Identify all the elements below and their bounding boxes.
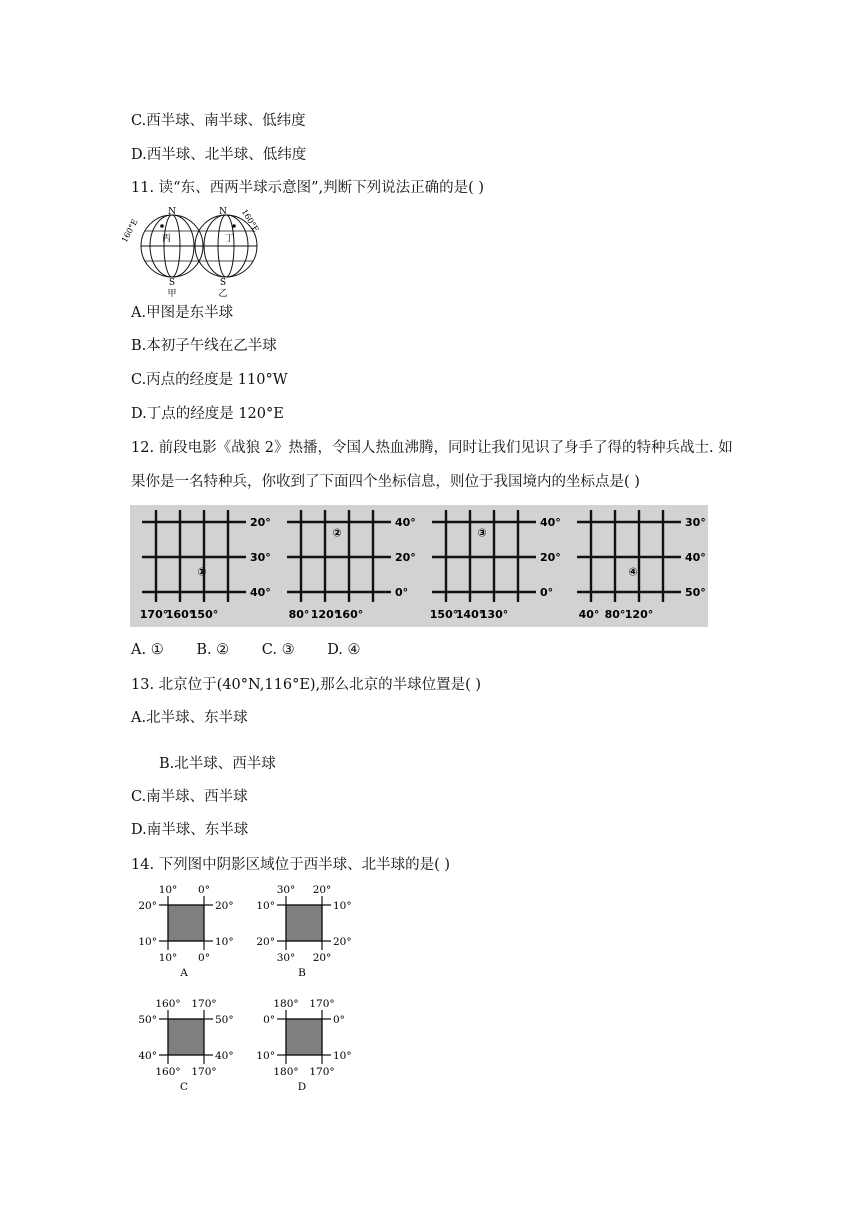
q12-stem-line1: 12. 前段电影《战狼 2》热播，令国人热血沸腾，同时让我们见识了身手了得的特种兵战士. 如 [131, 440, 733, 456]
square-figure-a [138, 884, 233, 979]
q11-option-c: C.丙点的经度是 110°W [131, 372, 288, 388]
panel-3-lat-label: 20° [540, 551, 561, 564]
left-top-label: 10° [256, 900, 275, 912]
panel-1-marker: ① [197, 565, 207, 579]
right-bottom-label: 40° [215, 1050, 234, 1062]
shaded-region [168, 1019, 204, 1055]
shaded-region [286, 905, 322, 941]
q13-stem: 13. 北京位于(40°N,116°E),那么北京的半球位置是( ) [131, 677, 482, 693]
q11-option-a: A.甲图是东半球 [131, 305, 234, 321]
panel-2-lat-label: 20° [395, 551, 416, 564]
panel-2-lat-label: 0° [395, 586, 409, 599]
square-caption: D [297, 1081, 307, 1093]
panel-4-lat-label: 40° [685, 551, 706, 564]
right-bottom-label: 10° [333, 1050, 352, 1062]
right-top-label: 50° [215, 1014, 234, 1026]
q12-options [131, 640, 389, 660]
q12-stem-line2: 果你是一名特种兵，你收到了下面四个坐标信息，则位于我国境内的坐标点是( ) [131, 474, 640, 490]
q11-stem: 11. 读“东、西两半球示意图”,判断下列说法正确的是( ) [131, 180, 485, 196]
left-top-label: 20° [138, 900, 157, 912]
panel-4-lat-label: 30° [685, 516, 706, 529]
panel-1-lat-label: 40° [250, 586, 271, 599]
panel-3-lat-label: 0° [540, 586, 554, 599]
left-bottom-label: 20° [256, 936, 275, 948]
panel-3-lon-label: 140° [455, 608, 485, 621]
bottom-right-label: 170° [191, 1066, 217, 1078]
panel-4-lat-label: 50° [685, 586, 706, 599]
right-top-label: 10° [333, 900, 352, 912]
square-caption: C [179, 1081, 189, 1093]
square-caption: B [298, 967, 306, 979]
bottom-left-label: 10° [158, 952, 178, 964]
panel-4-lon-label: 40° [578, 608, 600, 621]
shaded-squares-figure [126, 880, 366, 1108]
top-right-label: 20° [312, 884, 332, 896]
right-bottom-label: 20° [333, 936, 352, 948]
panel-1-lon-label: 170° [139, 608, 169, 621]
panel-1-lon-label: 160° [165, 608, 195, 621]
panel-2-lon-label: 80° [288, 608, 310, 621]
panel-2-lon-label: 160° [334, 608, 364, 621]
panel-3-lon-label: 150° [429, 608, 459, 621]
right-south-label: S [219, 278, 227, 288]
left-south-label: S [168, 278, 176, 288]
q12-option-a: A. ① [131, 642, 164, 658]
panel-3-marker: ③ [477, 526, 487, 540]
bottom-left-label: 180° [273, 1066, 299, 1078]
q13-option-a: A.北半球、东半球 [131, 710, 248, 726]
panel-1-lon-label: 150° [189, 608, 219, 621]
left-bottom-label: 10° [138, 936, 157, 948]
panel-2-marker: ② [332, 526, 342, 540]
panel-4-marker: ④ [628, 565, 638, 579]
left-bottom-label: 40° [138, 1050, 157, 1062]
bottom-left-label: 160° [155, 1066, 181, 1078]
square-caption: A [180, 967, 188, 979]
q13-option-c: C.南半球、西半球 [131, 789, 248, 805]
top-left-label: 10° [158, 884, 178, 896]
bottom-right-label: 170° [309, 1066, 335, 1078]
panel-1-lat-label: 20° [250, 516, 271, 529]
square-figure-d [256, 998, 351, 1093]
q13-option-d: D.南半球、东半球 [131, 822, 249, 838]
top-right-label: 170° [191, 998, 217, 1010]
right-north-label: N [219, 207, 227, 217]
left-top-label: 0° [263, 1014, 275, 1026]
point-bing-label: 丙 [162, 234, 172, 244]
point-ding-label: 丁 [225, 234, 235, 244]
bottom-right-label: 0° [198, 952, 210, 964]
left-bottom-label: 10° [256, 1050, 275, 1062]
left-longitude-label: 160°E [119, 217, 140, 245]
panel-4-lon-label: 120° [624, 608, 654, 621]
q11-option-d: D.丁点的经度是 120°E [131, 406, 284, 422]
q12-option-d: D. ④ [327, 642, 361, 658]
panel-3-lon-label: 130° [479, 608, 509, 621]
panel-3-lat-label: 40° [540, 516, 561, 529]
q10-option-c: C.西半球、南半球、低纬度 [131, 113, 306, 129]
q10-option-d: D.西半球、北半球、低纬度 [131, 147, 307, 163]
top-right-label: 170° [309, 998, 335, 1010]
panel-1-lat-label: 30° [250, 551, 271, 564]
q12-option-c: C. ③ [261, 642, 295, 658]
right-top-label: 0° [333, 1014, 345, 1026]
panel-2-lon-label: 120° [310, 608, 340, 621]
top-left-label: 160° [155, 998, 181, 1010]
caption-yi: 乙 [218, 289, 228, 299]
square-figure-c [138, 998, 233, 1093]
shaded-region [168, 905, 204, 941]
hemisphere-figure [119, 204, 266, 299]
q14-stem: 14. 下列图中阴影区域位于西半球、北半球的是( ) [131, 857, 451, 873]
bottom-right-label: 20° [312, 952, 332, 964]
top-right-label: 0° [198, 884, 210, 896]
shaded-region [286, 1019, 322, 1055]
left-top-label: 50° [138, 1014, 157, 1026]
bottom-left-label: 30° [276, 952, 296, 964]
right-top-label: 20° [215, 900, 234, 912]
caption-jia: 甲 [167, 289, 177, 299]
q11-option-b: B.本初子午线在乙半球 [131, 338, 277, 354]
top-left-label: 180° [273, 998, 299, 1010]
panel-4-lon-label: 80° [604, 608, 626, 621]
left-north-label: N [168, 207, 176, 217]
panel-2-lat-label: 40° [395, 516, 416, 529]
top-left-label: 30° [276, 884, 296, 896]
q13-option-b: B.北半球、西半球 [159, 756, 276, 772]
coordinate-grid-figure [130, 505, 708, 627]
square-figure-b [256, 884, 351, 979]
right-bottom-label: 10° [215, 936, 234, 948]
q12-option-b: B. ② [196, 642, 230, 658]
right-longitude-label: 160°E [239, 207, 261, 234]
